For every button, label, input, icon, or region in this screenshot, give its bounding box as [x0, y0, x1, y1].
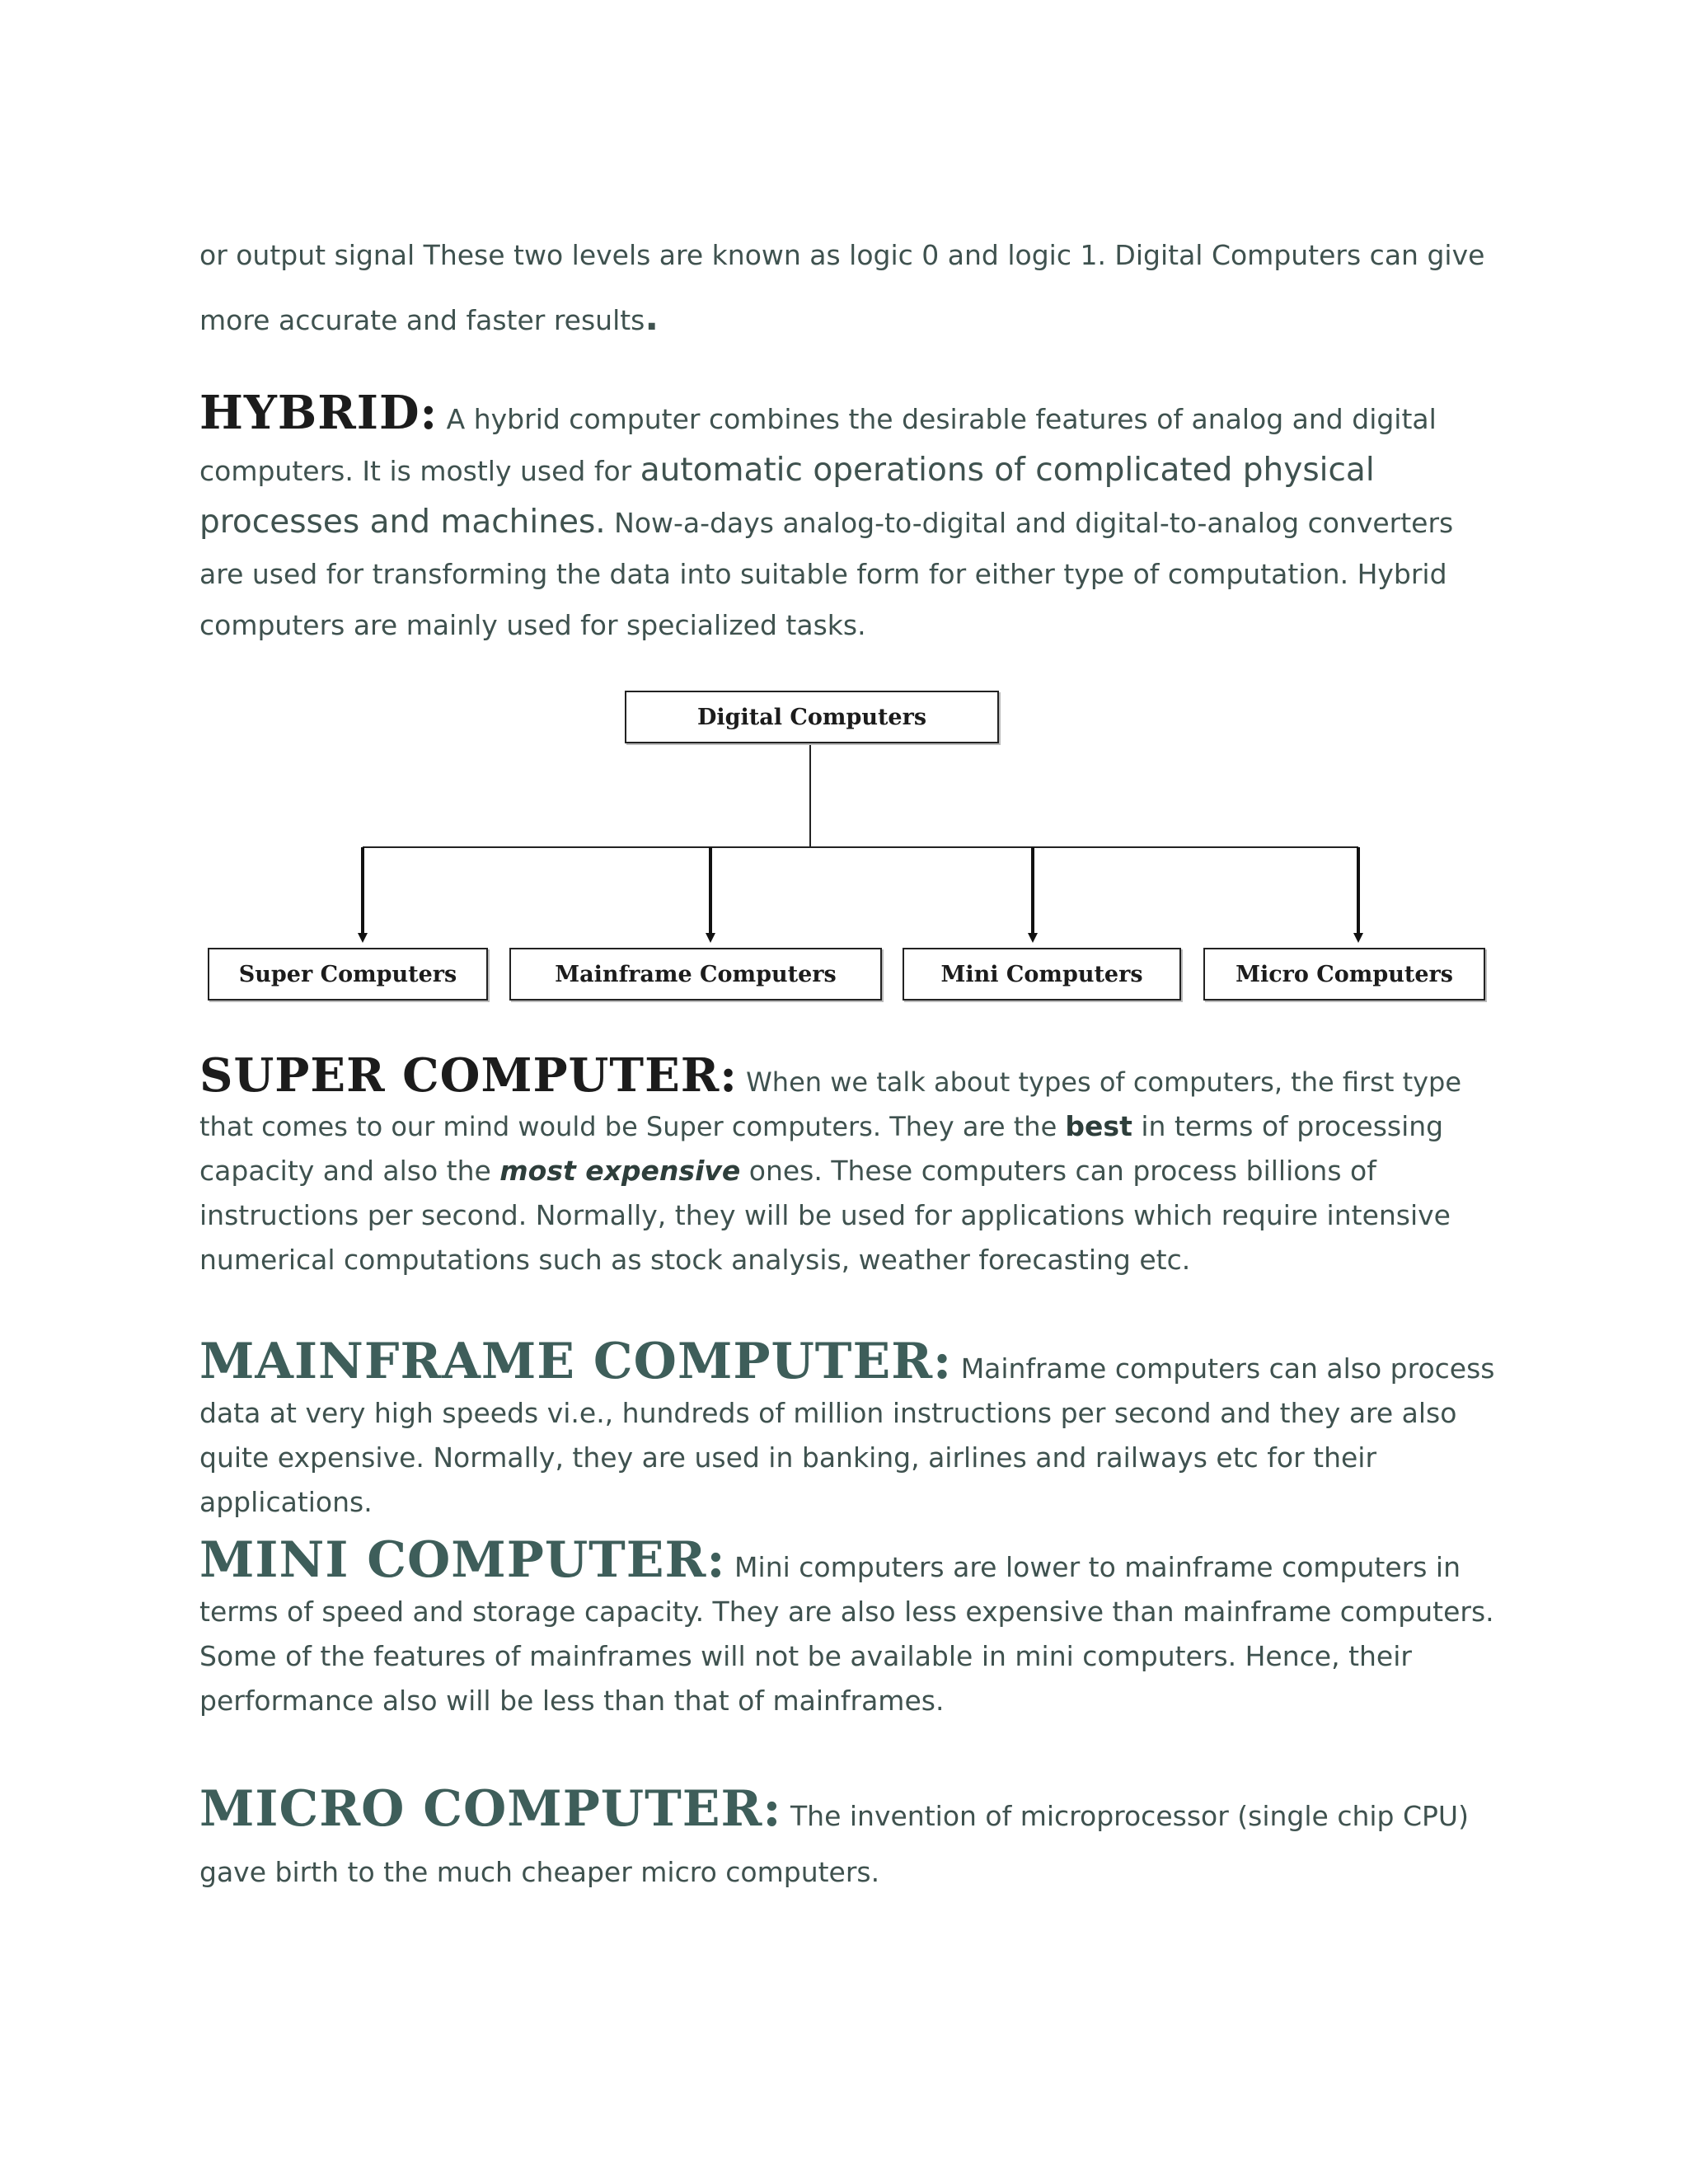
hybrid-text-large: automatic operations of complicated physical processes and machines. — [199, 452, 1375, 541]
super-text-1: When we talk about types of computers, the first type that comes to our mind would be Super computers. They are the — [199, 1066, 1462, 1142]
super-text-3: ones. These computers can process billions of instructions per second. Normally, they will be used for applications which require intensive numerical computations such as stock analysis, weather forecasting etc. — [199, 1155, 1451, 1276]
intro-text: or output signal These two levels are known as logic 0 and logic 1. Digital Computers can give more accurate and faster results — [199, 239, 1485, 336]
node-digital-computers: Digital Computers — [625, 691, 999, 743]
hybrid-text-1: A hybrid computer combines the desirable features of analog and digital computers. It is mostly used for — [199, 403, 1437, 487]
node-mini-computers: Mini Computers — [903, 948, 1181, 1001]
micro-computer-heading: MICRO COMPUTER: — [199, 1780, 782, 1838]
hybrid-text-2: Now-a-days analog-to-digital and digital-to-analog converters are used for transforming the data into suitable form for either type of computation. Hybrid computers are mainly used for specialized tasks. — [199, 507, 1454, 641]
super-text-bold: best — [1065, 1110, 1132, 1142]
mini-computer-heading: MINI COMPUTER: — [199, 1531, 726, 1589]
mini-text: Mini computers are lower to mainframe computers in terms of speed and storage capacity. They are also less expensive than mainframe computers. Some of the features of mainframes will not be available in mini computers. Hence, their performance also will be less than that of mainframes. — [199, 1551, 1494, 1717]
node-micro-computers: Micro Computers — [1203, 948, 1485, 1001]
super-text-bolditalic: most expensive — [499, 1155, 741, 1187]
digital-computers-diagram — [198, 676, 1492, 1005]
mainframe-computer-heading: MAINFRAME COMPUTER: — [199, 1333, 953, 1390]
mainframe-text: Mainframe computers can also process data at very high speeds vi.e., hundreds of million instructions per second and they are also quite expensive. Normally, they are used in banking, airlines and railways etc for their applications. — [199, 1352, 1495, 1518]
mainframe-computer-paragraph — [199, 1333, 1502, 1525]
hybrid-heading: HYBRID: — [199, 386, 438, 440]
intro-period: . — [645, 297, 659, 339]
micro-computer-paragraph — [199, 1781, 1502, 1900]
super-computer-heading: SUPER COMPUTER: — [199, 1048, 738, 1103]
intro-paragraph — [199, 224, 1502, 352]
node-super-computers: Super Computers — [208, 948, 488, 1001]
hybrid-paragraph — [199, 387, 1502, 651]
super-text-2: in terms of processing capacity and also the — [199, 1110, 1444, 1187]
mini-computer-paragraph — [199, 1531, 1502, 1723]
super-computer-paragraph — [199, 1048, 1502, 1282]
node-mainframe-computers: Mainframe Computers — [509, 948, 882, 1001]
micro-text: The invention of microprocessor (single chip CPU) gave birth to the much cheaper micro computers. — [199, 1800, 1469, 1888]
